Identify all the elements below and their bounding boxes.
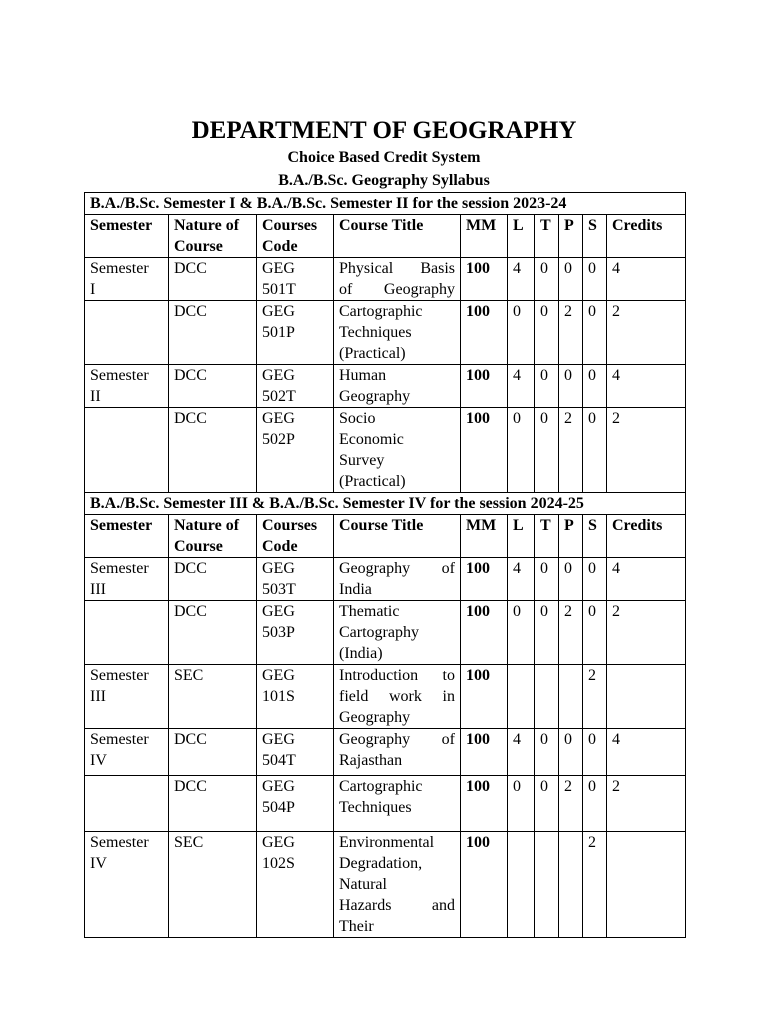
course-code-cell <box>257 258 334 301</box>
column-header-text: Nature of <box>174 217 240 234</box>
semester-text: Semester <box>90 560 149 577</box>
course-code-text: 503P <box>262 624 295 641</box>
course-row <box>85 601 686 665</box>
semester-cell <box>85 601 169 665</box>
column-header-text: Code <box>262 238 298 255</box>
column-header-text: Courses <box>262 217 318 234</box>
course-title-line: Geography of <box>339 560 455 577</box>
credits-cell: 2 <box>607 776 686 832</box>
column-header-code <box>257 515 334 558</box>
course-code-text: GEG <box>262 260 295 277</box>
s-cell: 0 <box>583 408 607 493</box>
session-heading-row <box>85 193 686 215</box>
page-subtitle-system: Choice Based Credit System <box>287 149 481 166</box>
nature-cell: DCC <box>169 258 257 301</box>
nature-cell: DCC <box>169 558 257 601</box>
column-header-s <box>583 215 607 258</box>
credits-cell: 2 <box>607 408 686 493</box>
course-code-text: GEG <box>262 834 295 851</box>
nature-cell: SEC <box>169 832 257 938</box>
column-header-l <box>508 515 535 558</box>
semester-cell <box>85 301 169 365</box>
column-header-text: Code <box>262 538 298 555</box>
course-title-line: Environmental <box>339 834 435 851</box>
column-header-text: S <box>588 517 597 534</box>
column-header-text: MM <box>466 217 497 234</box>
column-header-p <box>559 515 583 558</box>
course-code-text: GEG <box>262 778 295 795</box>
s-cell: 0 <box>583 601 607 665</box>
course-row <box>85 258 686 301</box>
column-header-semester <box>85 215 169 258</box>
course-title-cell <box>334 665 461 729</box>
s-cell: 0 <box>583 776 607 832</box>
p-cell: 2 <box>559 776 583 832</box>
course-row <box>85 776 686 832</box>
column-header-text: Course Title <box>339 517 424 534</box>
credits-cell: 4 <box>607 558 686 601</box>
course-title-line: Techniques <box>339 799 412 816</box>
course-code-text: 101S <box>262 688 295 705</box>
course-title-line: (Practical) <box>339 345 406 362</box>
column-header-text: T <box>540 517 551 534</box>
course-code-text: 503T <box>262 581 296 598</box>
column-header-semester <box>85 515 169 558</box>
column-header-text: Course <box>174 238 223 255</box>
course-code-text: 502T <box>262 388 296 405</box>
course-title-cell <box>334 258 461 301</box>
column-header-text: Credits <box>612 217 663 234</box>
semester-text: II <box>90 388 101 405</box>
p-cell: 2 <box>559 408 583 493</box>
course-code-text: 502P <box>262 431 295 448</box>
course-title-cell <box>334 832 461 938</box>
column-header-title <box>334 515 461 558</box>
course-title-cell <box>334 301 461 365</box>
column-header-text: Course Title <box>339 217 424 234</box>
column-header-text: Semester <box>90 517 153 534</box>
column-header-s <box>583 515 607 558</box>
course-title-line: Rajasthan <box>339 752 403 769</box>
course-title-line: Natural <box>339 876 387 893</box>
course-row <box>85 365 686 408</box>
column-header-text: L <box>513 517 524 534</box>
course-title-line: Geography of <box>339 731 455 748</box>
column-header-text: S <box>588 217 597 234</box>
course-code-cell <box>257 729 334 776</box>
max-marks-cell: 100 <box>461 558 508 601</box>
course-title-cell <box>334 408 461 493</box>
course-code-text: 102S <box>262 855 295 872</box>
max-marks-cell: 100 <box>461 776 508 832</box>
semester-cell <box>85 776 169 832</box>
nature-cell: SEC <box>169 665 257 729</box>
max-marks-cell: 100 <box>461 729 508 776</box>
column-header-text: MM <box>466 517 497 534</box>
course-code-cell <box>257 832 334 938</box>
course-code-cell <box>257 558 334 601</box>
p-cell: 0 <box>559 729 583 776</box>
t-cell: 0 <box>535 776 559 832</box>
s-cell: 2 <box>583 665 607 729</box>
course-code-cell <box>257 665 334 729</box>
nature-cell: DCC <box>169 601 257 665</box>
credits-cell <box>607 665 686 729</box>
credits-cell: 4 <box>607 258 686 301</box>
semester-text: IV <box>90 855 107 872</box>
course-code-text: GEG <box>262 367 295 384</box>
column-header-mm <box>461 215 508 258</box>
t-cell <box>535 665 559 729</box>
column-header-nature <box>169 515 257 558</box>
l-cell: 4 <box>508 258 535 301</box>
s-cell: 0 <box>583 558 607 601</box>
p-cell <box>559 665 583 729</box>
column-header-credits <box>607 215 686 258</box>
t-cell <box>535 832 559 938</box>
page-title: DEPARTMENT OF GEOGRAPHY <box>191 117 577 144</box>
column-header-nature <box>169 215 257 258</box>
course-title-cell <box>334 776 461 832</box>
column-header-credits <box>607 515 686 558</box>
course-title-line: Geography <box>339 709 411 726</box>
max-marks-cell: 100 <box>461 601 508 665</box>
p-cell: 2 <box>559 601 583 665</box>
course-title-cell <box>334 558 461 601</box>
l-cell: 4 <box>508 729 535 776</box>
t-cell: 0 <box>535 365 559 408</box>
l-cell: 0 <box>508 301 535 365</box>
course-row <box>85 665 686 729</box>
s-cell: 0 <box>583 301 607 365</box>
semester-text: Semester <box>90 834 149 851</box>
p-cell: 0 <box>559 365 583 408</box>
credits-cell: 2 <box>607 301 686 365</box>
course-title-line: India <box>339 581 372 598</box>
column-header-mm <box>461 515 508 558</box>
session-heading: B.A./B.Sc. Semester III & B.A./B.Sc. Semester IV for the session 2024-25 <box>85 493 686 515</box>
l-cell: 4 <box>508 365 535 408</box>
column-header-text: Nature of <box>174 517 240 534</box>
max-marks-cell: 100 <box>461 408 508 493</box>
course-code-text: GEG <box>262 410 295 427</box>
course-title-line: Economic <box>339 431 404 448</box>
p-cell <box>559 832 583 938</box>
semester-text: III <box>90 581 106 598</box>
p-cell: 0 <box>559 258 583 301</box>
course-title-line: (Practical) <box>339 473 406 490</box>
course-title-cell <box>334 601 461 665</box>
course-title-line: (India) <box>339 645 383 662</box>
p-cell: 0 <box>559 558 583 601</box>
course-row <box>85 408 686 493</box>
t-cell: 0 <box>535 558 559 601</box>
course-code-cell <box>257 601 334 665</box>
max-marks-cell: 100 <box>461 258 508 301</box>
course-title-line: Introduction to <box>339 667 455 684</box>
course-title-cell <box>334 365 461 408</box>
course-code-text: 504P <box>262 799 295 816</box>
session-heading-row <box>85 493 686 515</box>
column-header-text: Courses <box>262 517 318 534</box>
course-code-text: GEG <box>262 667 295 684</box>
course-code-cell <box>257 365 334 408</box>
s-cell: 0 <box>583 365 607 408</box>
column-header-text: Credits <box>612 517 663 534</box>
credits-cell: 4 <box>607 729 686 776</box>
credits-cell <box>607 832 686 938</box>
t-cell: 0 <box>535 408 559 493</box>
nature-cell: DCC <box>169 729 257 776</box>
semester-text: Semester <box>90 667 149 684</box>
course-code-cell <box>257 776 334 832</box>
max-marks-cell: 100 <box>461 365 508 408</box>
course-title-line: Their <box>339 918 374 935</box>
course-title-line: Cartography <box>339 624 419 641</box>
column-header-t <box>535 215 559 258</box>
nature-cell: DCC <box>169 408 257 493</box>
credits-cell: 4 <box>607 365 686 408</box>
credits-cell: 2 <box>607 601 686 665</box>
course-row <box>85 729 686 776</box>
session-heading: B.A./B.Sc. Semester I & B.A./B.Sc. Semester II for the session 2023-24 <box>85 193 686 215</box>
t-cell: 0 <box>535 729 559 776</box>
l-cell <box>508 665 535 729</box>
course-code-text: GEG <box>262 603 295 620</box>
max-marks-cell: 100 <box>461 832 508 938</box>
course-row <box>85 832 686 938</box>
course-code-text: GEG <box>262 560 295 577</box>
l-cell: 4 <box>508 558 535 601</box>
semester-text: Semester <box>90 731 149 748</box>
course-title-line: Techniques <box>339 324 412 341</box>
course-row <box>85 301 686 365</box>
course-title-line: Cartographic <box>339 303 423 320</box>
course-row <box>85 558 686 601</box>
nature-cell: DCC <box>169 776 257 832</box>
s-cell: 2 <box>583 832 607 938</box>
max-marks-cell: 100 <box>461 665 508 729</box>
semester-cell <box>85 729 169 776</box>
semester-text: IV <box>90 752 107 769</box>
semester-text: Semester <box>90 260 149 277</box>
course-title-line: Thematic <box>339 603 400 620</box>
course-title-line: Hazards and <box>339 897 455 914</box>
semester-cell <box>85 665 169 729</box>
p-cell: 2 <box>559 301 583 365</box>
column-header-p <box>559 215 583 258</box>
course-title-line: field work in <box>339 688 455 705</box>
course-title-line: Survey <box>339 452 385 469</box>
column-header-l <box>508 215 535 258</box>
column-header-title <box>334 215 461 258</box>
max-marks-cell: 100 <box>461 301 508 365</box>
l-cell: 0 <box>508 601 535 665</box>
course-code-cell <box>257 408 334 493</box>
column-header-code <box>257 215 334 258</box>
course-code-text: 501T <box>262 281 296 298</box>
course-code-cell <box>257 301 334 365</box>
column-header-row <box>85 515 686 558</box>
course-code-text: GEG <box>262 731 295 748</box>
semester-cell <box>85 558 169 601</box>
semester-cell <box>85 408 169 493</box>
course-title-cell <box>334 729 461 776</box>
course-title-line: Degradation, <box>339 855 423 872</box>
s-cell: 0 <box>583 729 607 776</box>
l-cell: 0 <box>508 408 535 493</box>
column-header-text: Course <box>174 538 223 555</box>
syllabus-table <box>84 192 686 938</box>
page-subtitle-syllabus: B.A./B.Sc. Geography Syllabus <box>278 172 490 189</box>
semester-cell <box>85 365 169 408</box>
column-header-text: L <box>513 217 524 234</box>
course-title-line: Geography <box>339 388 411 405</box>
t-cell: 0 <box>535 301 559 365</box>
course-title-line: Human <box>339 367 387 384</box>
semester-cell <box>85 832 169 938</box>
column-header-text: P <box>564 517 574 534</box>
t-cell: 0 <box>535 601 559 665</box>
semester-cell <box>85 258 169 301</box>
column-header-text: Semester <box>90 217 153 234</box>
column-header-row <box>85 215 686 258</box>
t-cell: 0 <box>535 258 559 301</box>
course-code-text: 501P <box>262 324 295 341</box>
column-header-text: P <box>564 217 574 234</box>
semester-text: Semester <box>90 367 149 384</box>
course-title-line: Physical Basis <box>339 260 455 277</box>
course-code-text: 504T <box>262 752 296 769</box>
course-title-line: of Geography <box>339 281 455 298</box>
semester-text: I <box>90 281 96 298</box>
column-header-text: T <box>540 217 551 234</box>
l-cell: 0 <box>508 776 535 832</box>
column-header-t <box>535 515 559 558</box>
course-code-text: GEG <box>262 303 295 320</box>
nature-cell: DCC <box>169 365 257 408</box>
semester-text: III <box>90 688 106 705</box>
course-title-line: Cartographic <box>339 778 423 795</box>
nature-cell: DCC <box>169 301 257 365</box>
s-cell: 0 <box>583 258 607 301</box>
l-cell <box>508 832 535 938</box>
course-title-line: Socio <box>339 410 376 427</box>
